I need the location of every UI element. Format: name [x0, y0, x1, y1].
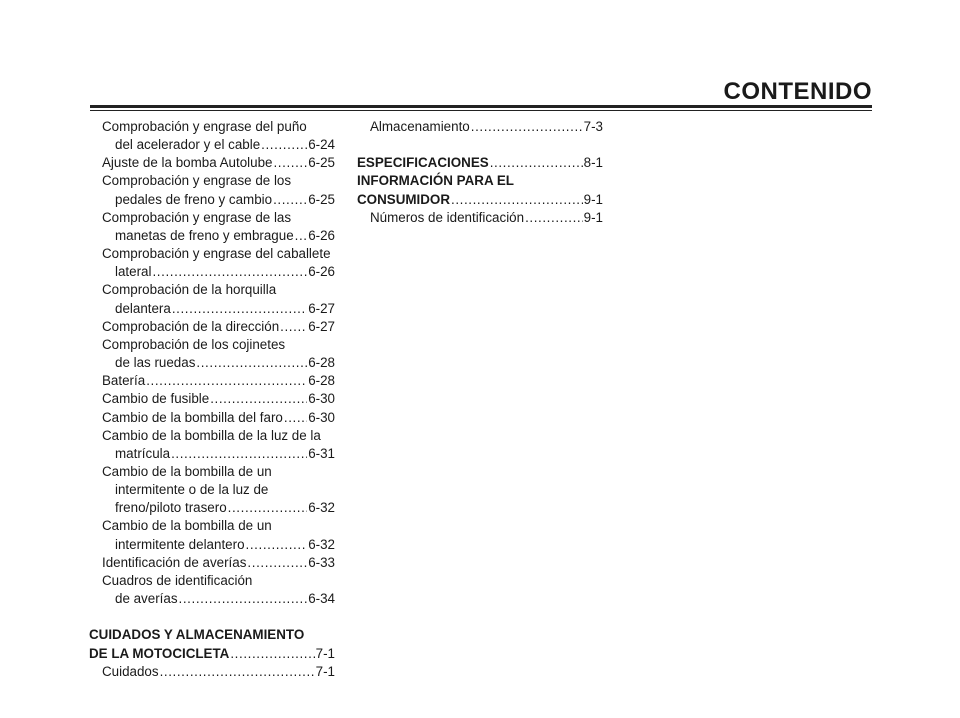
toc-entry[interactable]	[89, 390, 335, 408]
header-rule-thick	[90, 105, 872, 108]
page-number: 9-1	[583, 209, 603, 225]
dot-leader	[273, 154, 307, 172]
toc-entry[interactable]	[89, 427, 335, 463]
entry-text: Cambio de la bombilla del faro	[102, 409, 283, 425]
dot-leader	[228, 499, 308, 517]
entry-text: Comprobación de la horquilla	[102, 282, 277, 298]
toc-entry[interactable]	[89, 281, 335, 317]
dot-leader	[295, 227, 308, 245]
toc-section-row[interactable]	[357, 191, 603, 209]
entry-text: Cambio de fusible	[102, 391, 210, 407]
entry-text: freno/piloto trasero	[115, 500, 227, 516]
dot-leader	[284, 409, 307, 427]
page-number: 6-27	[308, 300, 335, 316]
toc-section-row[interactable]	[89, 645, 335, 663]
toc-entry[interactable]	[89, 663, 335, 681]
entry-text: Cambio de la bombilla de la luz de la	[102, 427, 321, 443]
dot-leader	[210, 390, 307, 408]
toc-entry[interactable]	[89, 318, 335, 336]
dot-leader	[451, 191, 583, 209]
dot-leader	[247, 554, 307, 572]
dot-leader	[471, 118, 583, 136]
page-number: 8-1	[583, 155, 603, 171]
toc-entry[interactable]	[89, 209, 335, 245]
entry-text: Comprobación y engrase del caballete	[102, 246, 331, 262]
page-title: CONTENIDO	[723, 78, 872, 105]
dot-leader	[172, 300, 307, 318]
entry-text: Almacenamiento	[370, 119, 470, 134]
toc-entry[interactable]	[89, 154, 335, 172]
page-number: 6-28	[308, 373, 335, 389]
section-title: DE LA MOTOCICLETA	[89, 645, 230, 661]
page-number: 6-26	[308, 264, 335, 280]
toc-entry[interactable]	[89, 572, 335, 608]
dot-leader	[490, 154, 583, 172]
dot-leader	[146, 372, 307, 390]
maintenance-entries	[89, 118, 335, 608]
dot-leader	[179, 590, 308, 608]
toc-entry[interactable]	[89, 118, 335, 154]
toc-entry[interactable]	[89, 172, 335, 208]
entry-text: intermitente o de la luz de	[115, 482, 269, 498]
toc-left-column	[89, 118, 335, 681]
toc-entry[interactable]	[89, 245, 335, 281]
dot-leader	[525, 209, 583, 227]
entry-text: Comprobación y engrase de las	[102, 209, 292, 225]
entry-text: Comprobación de los cojinetes	[102, 336, 286, 352]
page-number: 6-26	[308, 227, 335, 243]
dot-leader	[152, 263, 307, 281]
entry-text: Ajuste de la bomba Autolube	[102, 155, 273, 171]
entry-text: pedales de freno y cambio	[115, 191, 273, 207]
entry-text: Batería	[102, 373, 146, 389]
entry-text: Cambio de la bombilla de un	[102, 518, 272, 534]
toc-entry[interactable]	[89, 372, 335, 390]
entry-text: Comprobación y engrase de los	[102, 173, 292, 189]
toc-entry[interactable]	[89, 409, 335, 427]
page-number: 6-30	[308, 409, 335, 425]
toc-right-column	[357, 118, 603, 227]
page-number: 9-1	[583, 191, 603, 207]
section-title: CONSUMIDOR	[357, 191, 450, 207]
page-number: 6-30	[308, 391, 335, 407]
entry-text: manetas de freno y embrague	[115, 227, 294, 243]
entry-text: Números de identificación	[370, 209, 525, 225]
entry-text: Cuidados	[102, 663, 159, 679]
page-number: 6-28	[308, 355, 335, 371]
header-rule-thin	[90, 110, 872, 111]
page-number: 6-32	[308, 500, 335, 516]
dot-leader	[171, 445, 307, 463]
dot-leader	[230, 645, 314, 663]
toc-entry[interactable]	[89, 463, 335, 517]
dot-leader	[273, 191, 307, 209]
toc-entry[interactable]	[89, 554, 335, 572]
entry-text: delantera	[115, 300, 171, 316]
page-number: 7-1	[315, 645, 335, 661]
entry-text: de averías	[115, 591, 178, 607]
section-title: INFORMACIÓN PARA EL	[357, 173, 514, 189]
page-number: 6-24	[308, 137, 335, 153]
dot-leader	[196, 354, 307, 372]
dot-leader	[160, 663, 315, 681]
page-number: 6-33	[308, 554, 335, 570]
entry-text: Comprobación de la dirección	[102, 318, 280, 334]
section-title: ESPECIFICACIONES	[357, 155, 489, 171]
page-number: 6-25	[308, 191, 335, 207]
entry-text: Cuadros de identificación	[102, 572, 253, 588]
entry-text: Comprobación y engrase del puño	[102, 119, 307, 134]
dot-leader	[246, 536, 308, 554]
dot-leader	[280, 318, 307, 336]
entry-text: Cambio de la bombilla de un	[102, 463, 272, 479]
toc-entry[interactable]	[357, 118, 603, 136]
page-number: 6-27	[308, 318, 335, 334]
page-number: 7-1	[315, 663, 335, 679]
entry-text: matrícula	[115, 445, 171, 461]
entry-text: intermitente delantero	[115, 536, 245, 552]
toc-entry[interactable]	[89, 517, 335, 553]
page-number: 6-34	[308, 591, 335, 607]
entry-text: del acelerador y el cable	[115, 137, 261, 153]
page-number: 6-32	[308, 536, 335, 552]
entry-text: de las ruedas	[115, 355, 196, 371]
page-number: 6-25	[308, 155, 335, 171]
toc-entry[interactable]	[357, 209, 603, 227]
section-title: CUIDADOS Y ALMACENAMIENTO	[89, 627, 305, 643]
entry-text: lateral	[115, 264, 152, 280]
toc-entry[interactable]	[89, 336, 335, 372]
toc-section-row[interactable]	[357, 154, 603, 172]
page-number: 7-3	[583, 119, 603, 134]
entry-text: Identificación de averías	[102, 554, 247, 570]
dot-leader	[261, 136, 307, 154]
page-number: 6-31	[308, 445, 335, 461]
